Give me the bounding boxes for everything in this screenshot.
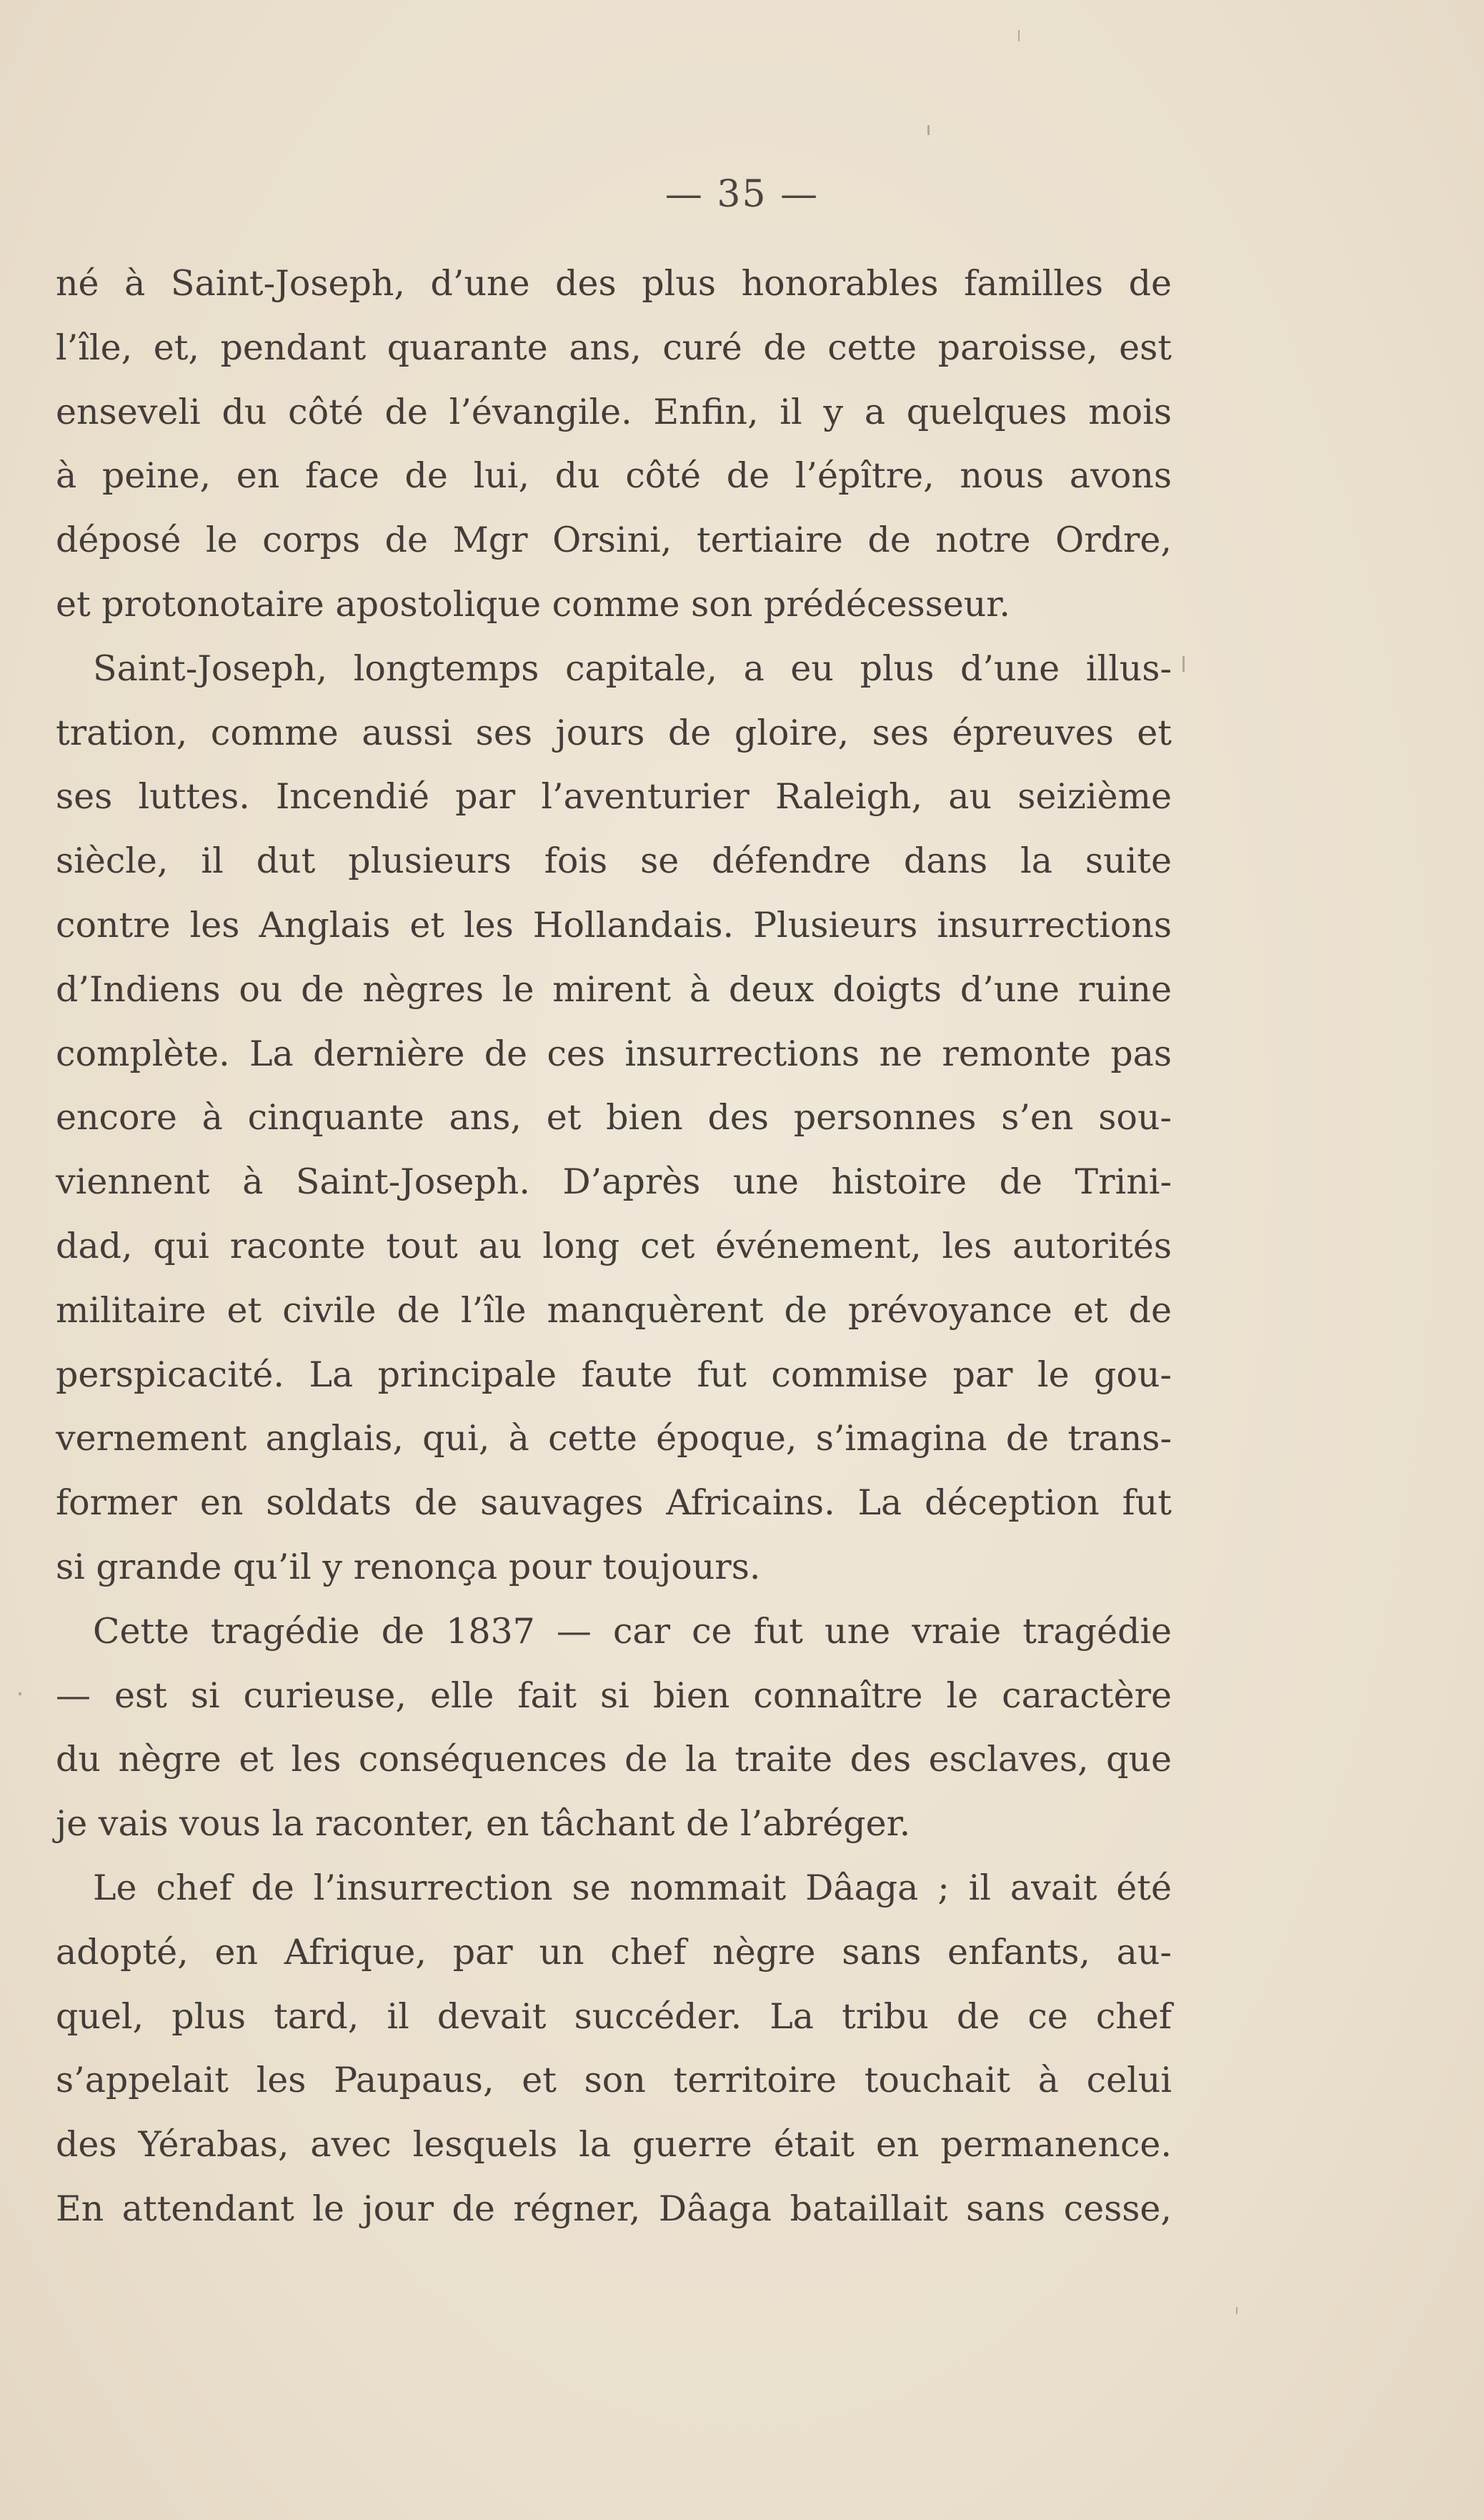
text-line: d’Indiens ou de nègres le mirent à deux doigts d’une ruine (56, 968, 1172, 1010)
text-line: tration, comme aussi ses jours de gloire, ses épreuves et (56, 712, 1172, 753)
text-line: militaire et civile de l’île manquèrent de prévoyance et de (56, 1289, 1172, 1331)
text-line: enseveli du côté de l’évangile. Enfin, il y a quelques mois (56, 391, 1172, 432)
text-line: perspicacité. La principale faute fut commise par le gou- (56, 1354, 1172, 1395)
paper-speck (19, 1692, 21, 1695)
text-line: encore à cinquante ans, et bien des personnes s’en sou- (56, 1097, 1172, 1139)
text-line: déposé le corps de Mgr Orsini, tertiaire de notre Ordre, (56, 520, 1172, 561)
text-line: Le chef de l’insurrection se nommait Dâaga ; il avait été (93, 1867, 1172, 1908)
paper-speck (1018, 30, 1020, 41)
text-line: des Yérabas, avec lesquels la guerre était en permanence. (56, 2124, 1172, 2166)
body-text (56, 252, 1172, 2241)
text-line: Cette tragédie de 1837 — car ce fut une vraie tragédie (93, 1610, 1172, 1652)
text-line: complète. La dernière de ces insurrections ne remonte pas (56, 1033, 1172, 1074)
text-line: former en soldats de sauvages Africains. La déception fut (56, 1482, 1172, 1524)
text-line: contre les Anglais et les Hollandais. Plusieurs insurrections (56, 904, 1172, 946)
paper-speck (927, 125, 930, 135)
text-line: du nègre et les conséquences de la traite des esclaves, que (56, 1739, 1172, 1780)
text-line: et protonotaire apostolique comme son prédécesseur. (56, 583, 1010, 625)
text-line: En attendant le jour de régner, Dâaga bataillait sans cesse, (56, 2188, 1172, 2229)
text-line: né à Saint-Joseph, d’une des plus honorables familles de (56, 263, 1172, 304)
text-line: si grande qu’il y renonça pour toujours. (56, 1546, 761, 1587)
text-line: l’île, et, pendant quarante ans, curé de cette paroisse, est (56, 327, 1172, 368)
paper-speck (1236, 2307, 1238, 2314)
text-line: s’appelait les Paupaus, et son territoire touchait à celui (56, 2060, 1172, 2101)
text-line: dad, qui raconte tout au long cet événement, les autorités (56, 1225, 1172, 1266)
text-line: vernement anglais, qui, à cette époque, s’imagina de trans- (56, 1418, 1172, 1459)
text-line: viennent à Saint-Joseph. D’après une histoire de Trini- (56, 1161, 1172, 1203)
text-line: — est si curieuse, elle fait si bien connaître le caractère (56, 1675, 1172, 1716)
text-line: siècle, il dut plusieurs fois se défendre dans la suite (56, 840, 1172, 882)
text-line: je vais vous la raconter, en tâchant de l’abréger. (56, 1803, 911, 1845)
page-number: — 35 — (664, 173, 820, 216)
text-line: à peine, en face de lui, du côté de l’épître, nous avons (56, 455, 1172, 497)
text-line: adopté, en Afrique, par un chef nègre sans enfants, au- (56, 1931, 1172, 1973)
paper-speck (1182, 656, 1185, 672)
text-line: ses luttes. Incendié par l’aventurier Raleigh, au seizième (56, 776, 1172, 818)
text-line: quel, plus tard, il devait succéder. La tribu de ce chef (56, 1995, 1172, 2037)
text-line: Saint-Joseph, longtemps capitale, a eu plus d’une illus- (93, 648, 1172, 689)
